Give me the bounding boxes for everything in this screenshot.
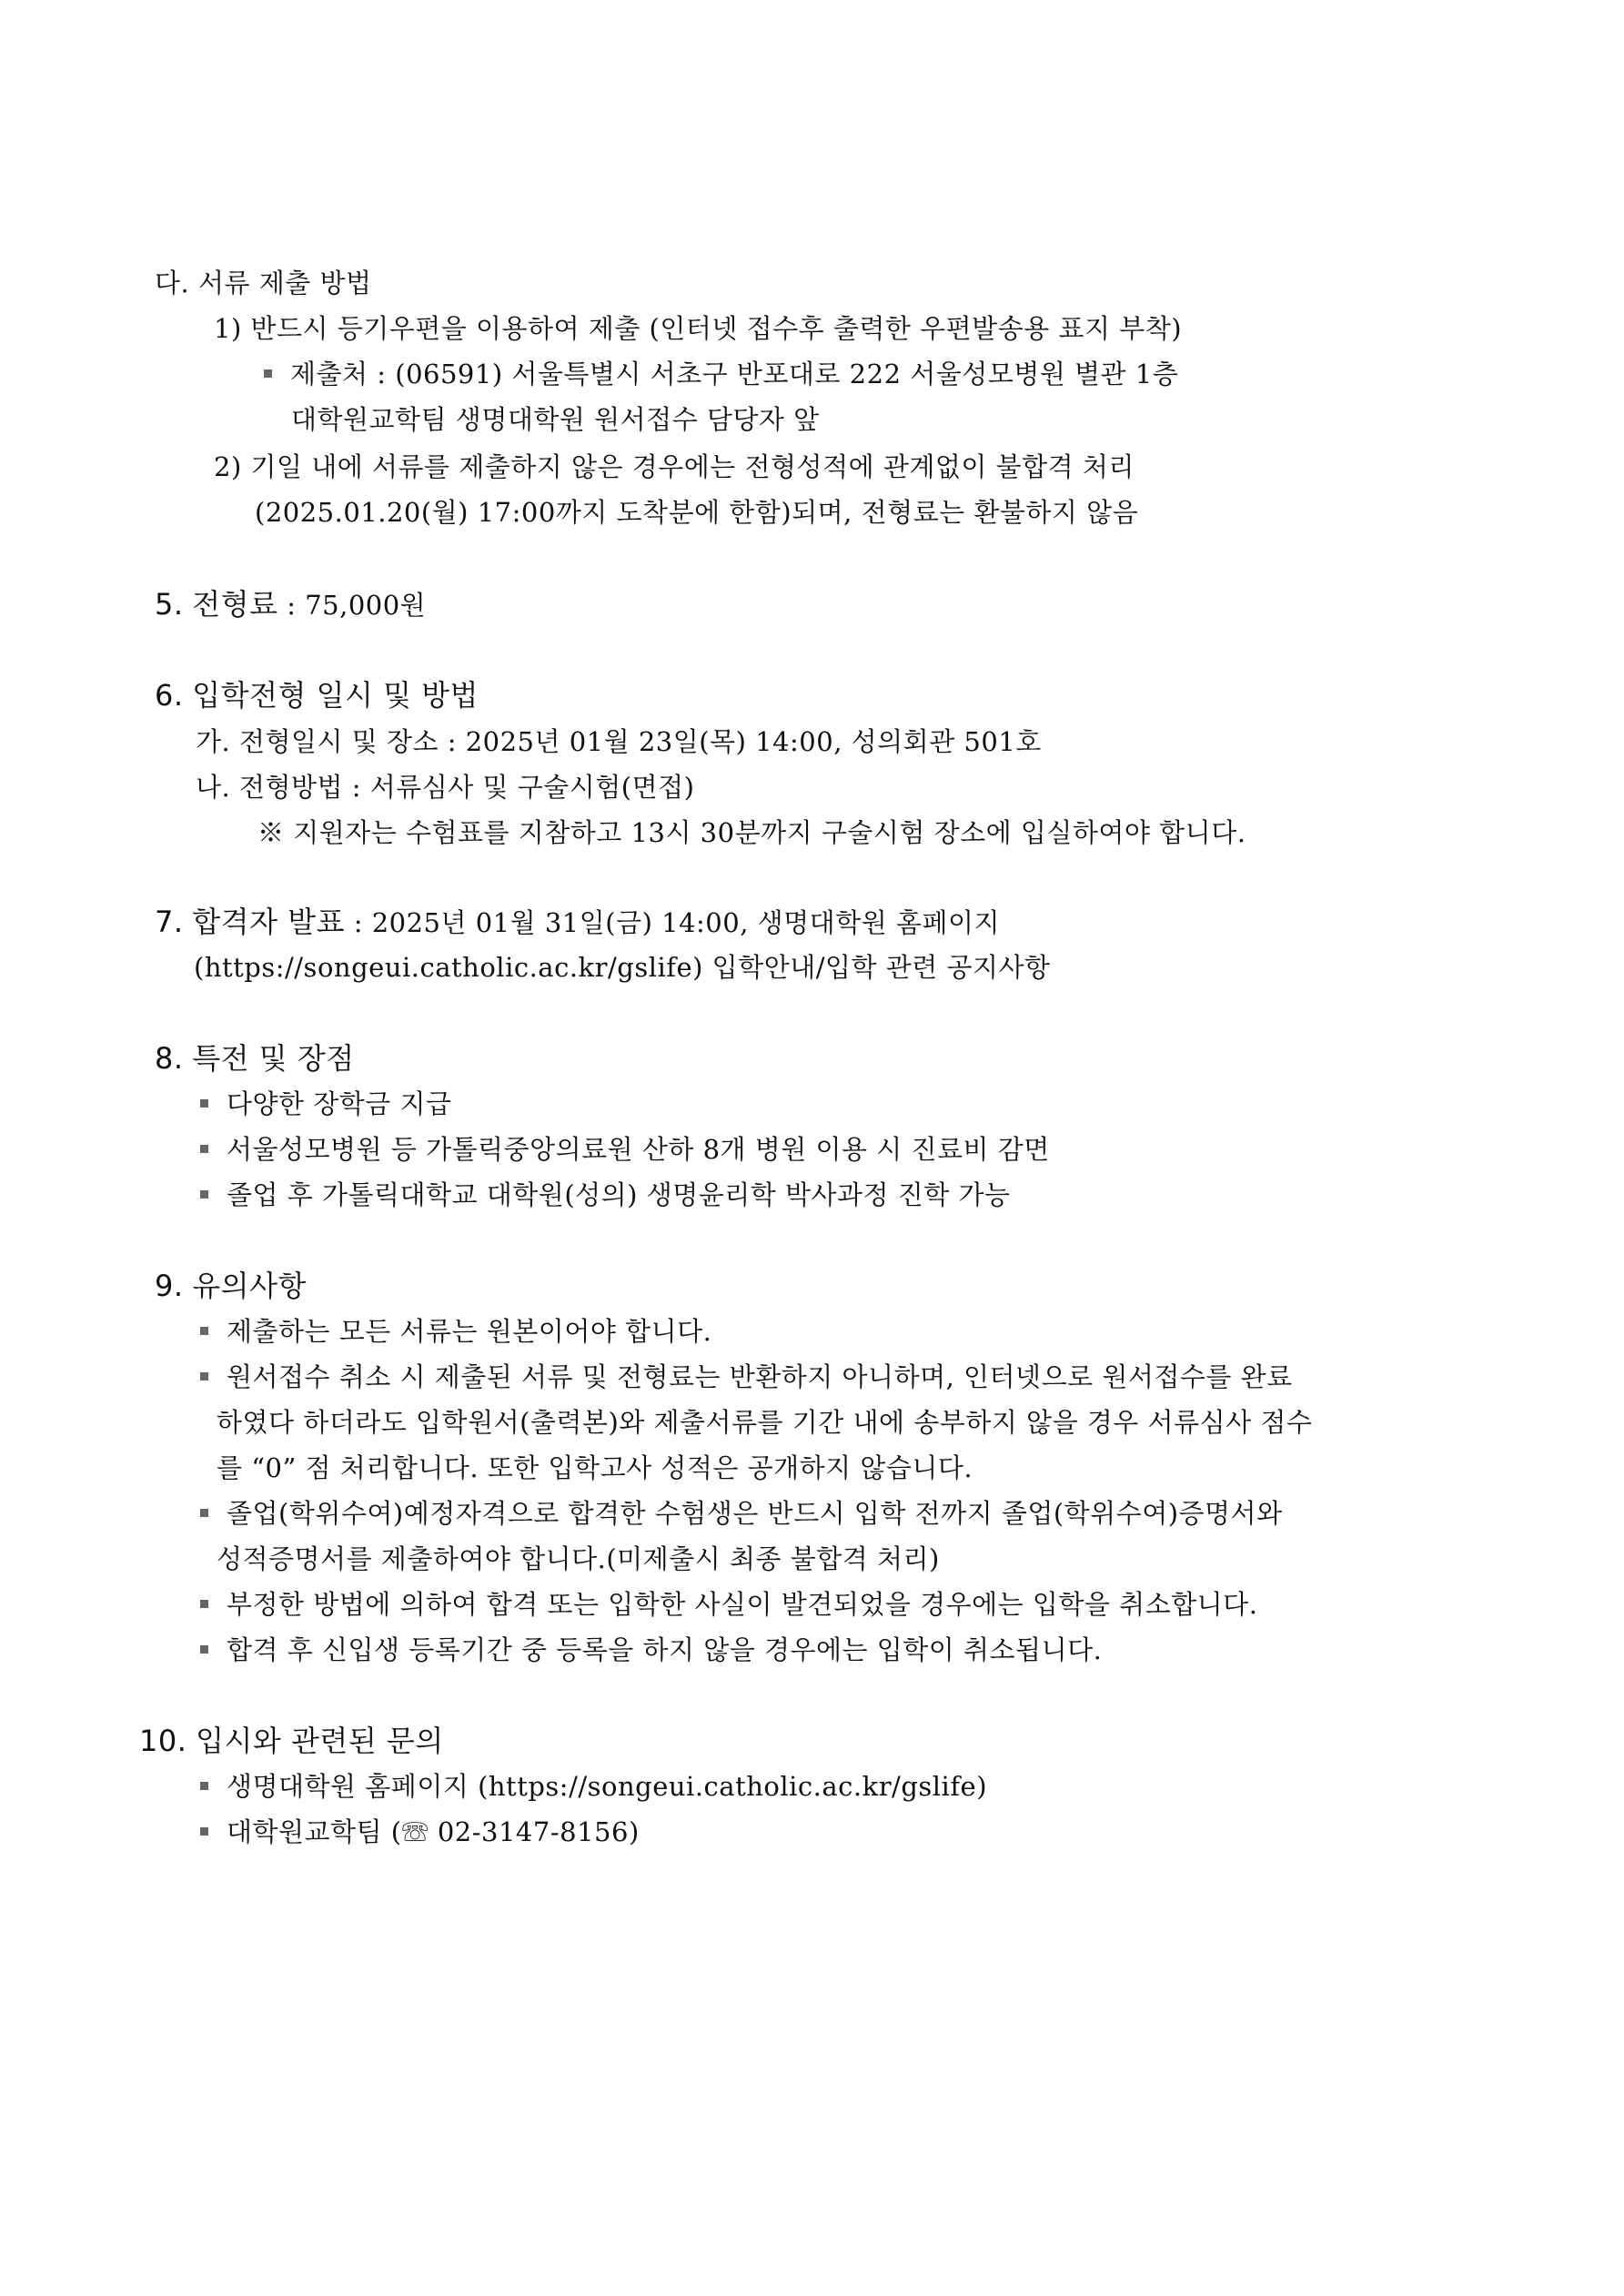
bullet-icon <box>200 1645 208 1654</box>
section8-item: 서울성모병원 등 가톨릭중앙의료원 산하 8개 병원 이용 시 진료비 감면 <box>200 1131 1050 1168</box>
section9-item3-line1: 졸업(학위수여)예정자격으로 합격한 수험생은 반드시 입학 전까지 졸업(학위수여)증명서와 <box>200 1495 1283 1532</box>
bullet-icon <box>200 1190 208 1199</box>
section8-item: 다양한 장학금 지급 <box>200 1086 452 1122</box>
section7-heading: 합격자 발표 <box>192 905 345 939</box>
section5-number: 5. <box>155 587 184 622</box>
section9-item2-line1: 원서접수 취소 시 제출된 서류 및 전형료는 반환하지 아니하며, 인터넷으로 원서접수를 완료 <box>200 1359 1293 1395</box>
section8-item: 졸업 후 가톨릭대학교 대학원(성의) 생명윤리학 박사과정 진학 가능 <box>200 1177 1011 1213</box>
section6-title: 6. 입학전형 일시 및 방법 <box>155 678 479 713</box>
section9-item2-line2: 하였다 하더라도 입학원서(출력본)와 제출서류를 기간 내에 송부하지 않을 경우 서류심사 점수 <box>217 1407 1313 1438</box>
section8-title: 8. 특전 및 장점 <box>155 1041 355 1076</box>
bullet-icon <box>200 1782 208 1790</box>
bullet-icon <box>200 1600 208 1608</box>
section6-item-na: 나. 전형방법 : 서류심사 및 구술시험(면접) <box>196 772 695 803</box>
section9-item5: 합격 후 신입생 등록기간 중 등록을 하지 않을 경우에는 입학이 취소됩니다. <box>200 1632 1102 1668</box>
section5 <box>155 586 426 623</box>
bullet-icon <box>200 1827 208 1836</box>
bullet-icon <box>200 1327 208 1335</box>
section-da-item2-line1: 2) 기일 내에 서류를 제출하지 않은 경우에는 전형성적에 관계없이 불합격 처리 <box>214 451 1135 482</box>
section7-text: : 2025년 01월 31일(금) 14:00, 생명대학원 홈페이지 <box>344 907 1000 938</box>
bullet-icon <box>200 1372 208 1381</box>
section9-title: 9. 유의사항 <box>155 1269 307 1303</box>
bullet-icon <box>200 1145 208 1153</box>
section9-item1: 제출하는 모든 서류는 원본이어야 합니다. <box>200 1313 711 1350</box>
section7-line2: (https://songeui.catholic.ac.kr/gslife) 입학안내/입학 관련 공지사항 <box>194 952 1051 983</box>
section9-item3-line2: 성적증명서를 제출하여야 합니다.(미제출시 최종 불합격 처리) <box>217 1543 940 1574</box>
section5-text: : 75,000원 <box>277 590 427 621</box>
section-da-item1: 1) 반드시 등기우편을 이용하여 제출 (인터넷 접수후 출력한 우편발송용 표지 부착) <box>214 313 1183 344</box>
section10-item2: 대학원교학팀 (☏ 02-3147-8156) <box>200 1814 640 1850</box>
section7: 7. 합격자 발표 : 2025년 01월 31일(금) 14:00, 생명대학원 홈페이지 <box>155 905 1000 939</box>
section-da-address-line1: 제출처 : (06591) 서울특별시 서초구 반포대로 222 서울성모병원 별관 1층 <box>264 356 1178 392</box>
section6-item-ga: 가. 전형일시 및 장소 : 2025년 01월 23일(목) 14:00, 성의회관 501호 <box>196 726 1042 757</box>
bullet-icon <box>200 1099 208 1108</box>
section9-item4: 부정한 방법에 의하여 합격 또는 입학한 사실이 발견되었을 경우에는 입학을 취소합니다. <box>200 1586 1257 1623</box>
section10-item1: 생명대학원 홈페이지 (https://songeui.catholic.ac.kr/gslife) <box>200 1768 987 1805</box>
bullet-icon <box>200 1509 208 1517</box>
section6-note: ※ 지원자는 수험표를 지참하고 13시 30분까지 구술시험 장소에 입실하여야 합니다. <box>257 817 1246 848</box>
section9-item2-line3: 를 “0” 점 처리합니다. 또한 입학고사 성적은 공개하지 않습니다. <box>217 1452 973 1483</box>
section10-title: 10. 입시와 관련된 문의 <box>139 1724 444 1758</box>
section5-heading: 전형료 <box>192 587 278 622</box>
bullet-icon <box>264 369 272 378</box>
section-da-item2-line2: (2025.01.20(월) 17:00까지 도착분에 한함)되며, 전형료는 환불하지 않음 <box>255 497 1139 528</box>
section-da-title: 다. 서류 제출 방법 <box>155 268 372 298</box>
section-da-address-line2: 대학원교학팀 생명대학원 원서접수 담당자 앞 <box>291 404 820 435</box>
